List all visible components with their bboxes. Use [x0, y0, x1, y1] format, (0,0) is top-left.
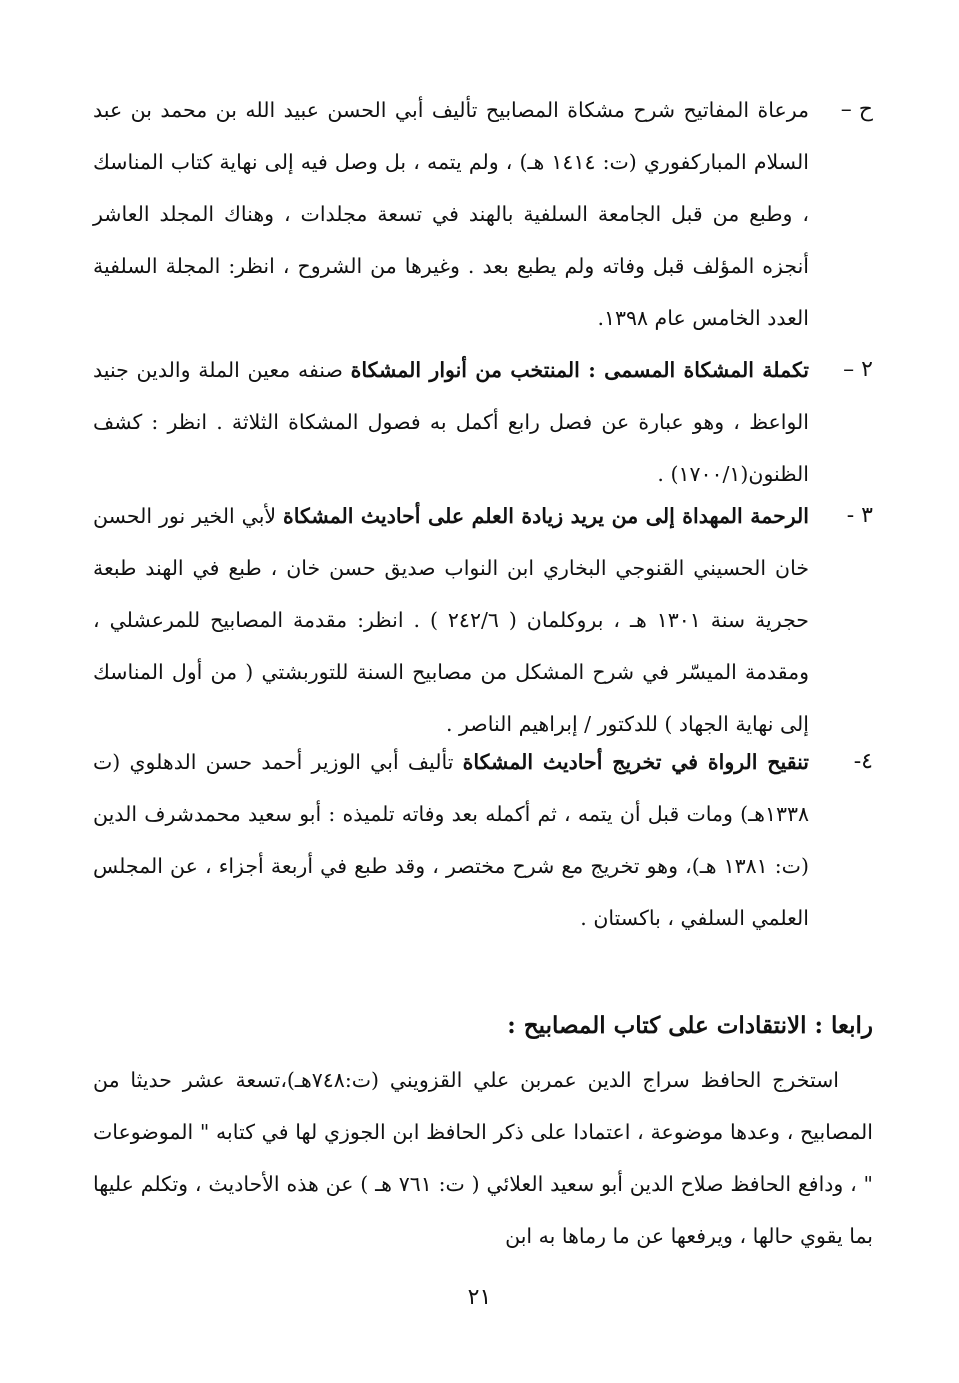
list-item-text: صنفه معين الملة والدين جنيد الواعظ ، وهو عبارة عن فصل رابع أكمل به فصول المشكاة الثلاثة . انظر : كشف الظنون(١٧٠٠/١) . [93, 358, 809, 486]
list-item-text: تأليف أبي الوزير أحمد حسن الدهلوي (ت ١٣٣٨هـ) ومات قبل أن يتمه ، ثم أكمله بعد وفاته تلميذه : أبو سعيد محمدشرف الدين (ت: ١٣٨١ هـ)، وهو تخريج مع شرح مختصر ، وقد طبع في أربعة أجزاء ، عن المجلس العلمي السلفي ، باكستان . [93, 750, 809, 930]
list-item-2 [93, 344, 873, 500]
page-number: ٢١ [467, 1285, 492, 1310]
list-marker: ح – [840, 97, 873, 122]
list-marker: ٣ - [846, 503, 873, 528]
list-item-text: مرعاة المفاتيح شرح مشكاة المصابيح تأليف أبي الحسن عبيد الله بن محمد بن عبد السلام المباركفوري (ت: ١٤١٤ هـ) ، ولم يتمه ، بل وصل فيه إلى نهاية كتاب المناسك ، وطبع من قبل الجامعة السلفية بالهند في تسعة مجلدات ، وهناك المجلد العاشر أنجزه المؤلف قبل وفاته ولم يطبع بعد . وغيرها من الشروح ، انظر: المجلة السلفية العدد الخامس عام ١٣٩٨. [93, 98, 809, 330]
book-title: تكملة المشكاة المسمى : المنتخب من أنوار المشكاة [350, 358, 809, 382]
list-item-3 [93, 490, 873, 750]
list-item-4 [93, 736, 873, 944]
list-item-h [93, 84, 873, 344]
book-title: الرحمة المهداة إلى من يريد زيادة العلم على أحاديث المشكاة [283, 504, 810, 528]
list-marker: ٤- [853, 749, 873, 774]
section-heading: رابعا : الانتقادات على كتاب المصابيح : [507, 1012, 873, 1039]
book-title: تنقيح الرواة في تخريج أحاديث المشكاة [462, 750, 809, 774]
list-item-body [93, 736, 809, 944]
list-marker: ٢ – [843, 357, 873, 382]
list-item-body [93, 490, 809, 750]
list-item-text: لأبي الخير نور الحسن خان الحسيني القنوجي البخاري ابن النواب صديق حسن خان ، طبع في الهند طبعة حجرية سنة ١٣٠١ هـ ، بروكلمان ( ٢٤٢/٦ ) . انظر: مقدمة المصابيح للمرعشلي ، ومقدمة الميسّر في شرح المشكل من مصابيح السنة للتوربشتي ( من أول المناسك إلى نهاية الجهاد ) للدكتور / إبراهيم الناصر . [93, 504, 809, 736]
section-paragraph: استخرج الحافظ سراج الدين عمربن علي القزويني (ت:٧٤٨هـ)،تسعة عشر حديثا من المصابيح ، وعدها موضوعة ، اعتمادا على ذكر الحافظ ابن الجوزي لها في كتابه " الموضوعات " ، ودافع الحافظ صلاح الدين أبو سعيد العلائي ( ت: ٧٦١ هـ ) عن هذه الأحاديث ، وتكلم عليها بما يقوي حالها ، ويرفعها عن ما رماها به ابن [93, 1068, 873, 1248]
list-item-body [93, 84, 809, 344]
list-item-body [93, 344, 809, 500]
